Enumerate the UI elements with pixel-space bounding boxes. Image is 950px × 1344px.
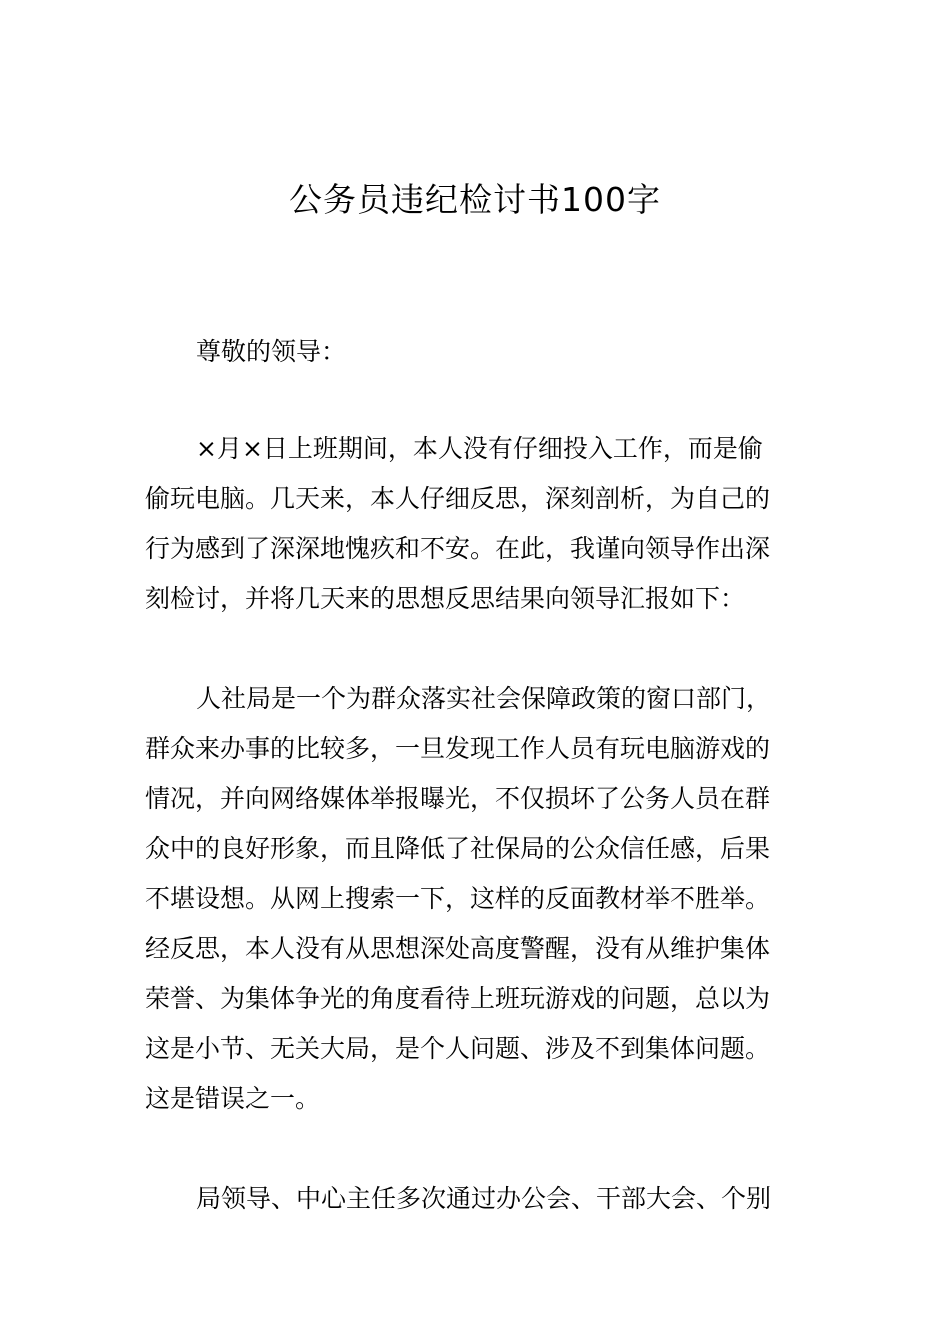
- paragraph-line: 经反思，本人没有从思想深处高度警醒，没有从维护集体: [145, 934, 771, 963]
- paragraph-2: [145, 674, 810, 1124]
- paragraph-line: 这是小节、无关大局，是个人问题、涉及不到集体问题。: [145, 1034, 771, 1063]
- paragraph-3: [145, 1174, 810, 1224]
- paragraph-line: ×月×日上班期间，本人没有仔细投入工作，而是偷: [196, 434, 763, 463]
- salutation: 尊敬的领导：: [196, 337, 347, 366]
- paragraph-line: 不堪设想。从网上搜索一下，这样的反面教材举不胜举。: [145, 884, 771, 913]
- paragraph-line: 人社局是一个为群众落实社会保障政策的窗口部门，: [196, 684, 772, 713]
- paragraph-line: 荣誉、为集体争光的角度看待上班玩游戏的问题，总以为: [145, 984, 771, 1013]
- paragraph-line: 偷玩电脑。几天来，本人仔细反思，深刻剖析，为自己的: [145, 484, 771, 513]
- paragraph-line: 刻检讨，并将几天来的思想反思结果向领导汇报如下：: [145, 584, 746, 613]
- paragraph-line: 这是错误之一。: [145, 1084, 321, 1113]
- paragraph-line: 群众来办事的比较多，一旦发现工作人员有玩电脑游戏的: [145, 734, 771, 763]
- paragraph-line: 情况，并向网络媒体举报曝光，不仅损坏了公务人员在群: [145, 784, 771, 813]
- paragraph-line: 众中的良好形象，而且降低了社保局的公众信任感，后果: [145, 834, 771, 863]
- document-title: 公务员违纪检讨书100字: [289, 180, 661, 219]
- paragraph-line: 行为感到了深深地愧疚和不安。在此，我谨向领导作出深: [145, 534, 771, 563]
- paragraph-line: 局领导、中心主任多次通过办公会、干部大会、个别: [196, 1184, 772, 1213]
- paragraph-1: [145, 424, 810, 624]
